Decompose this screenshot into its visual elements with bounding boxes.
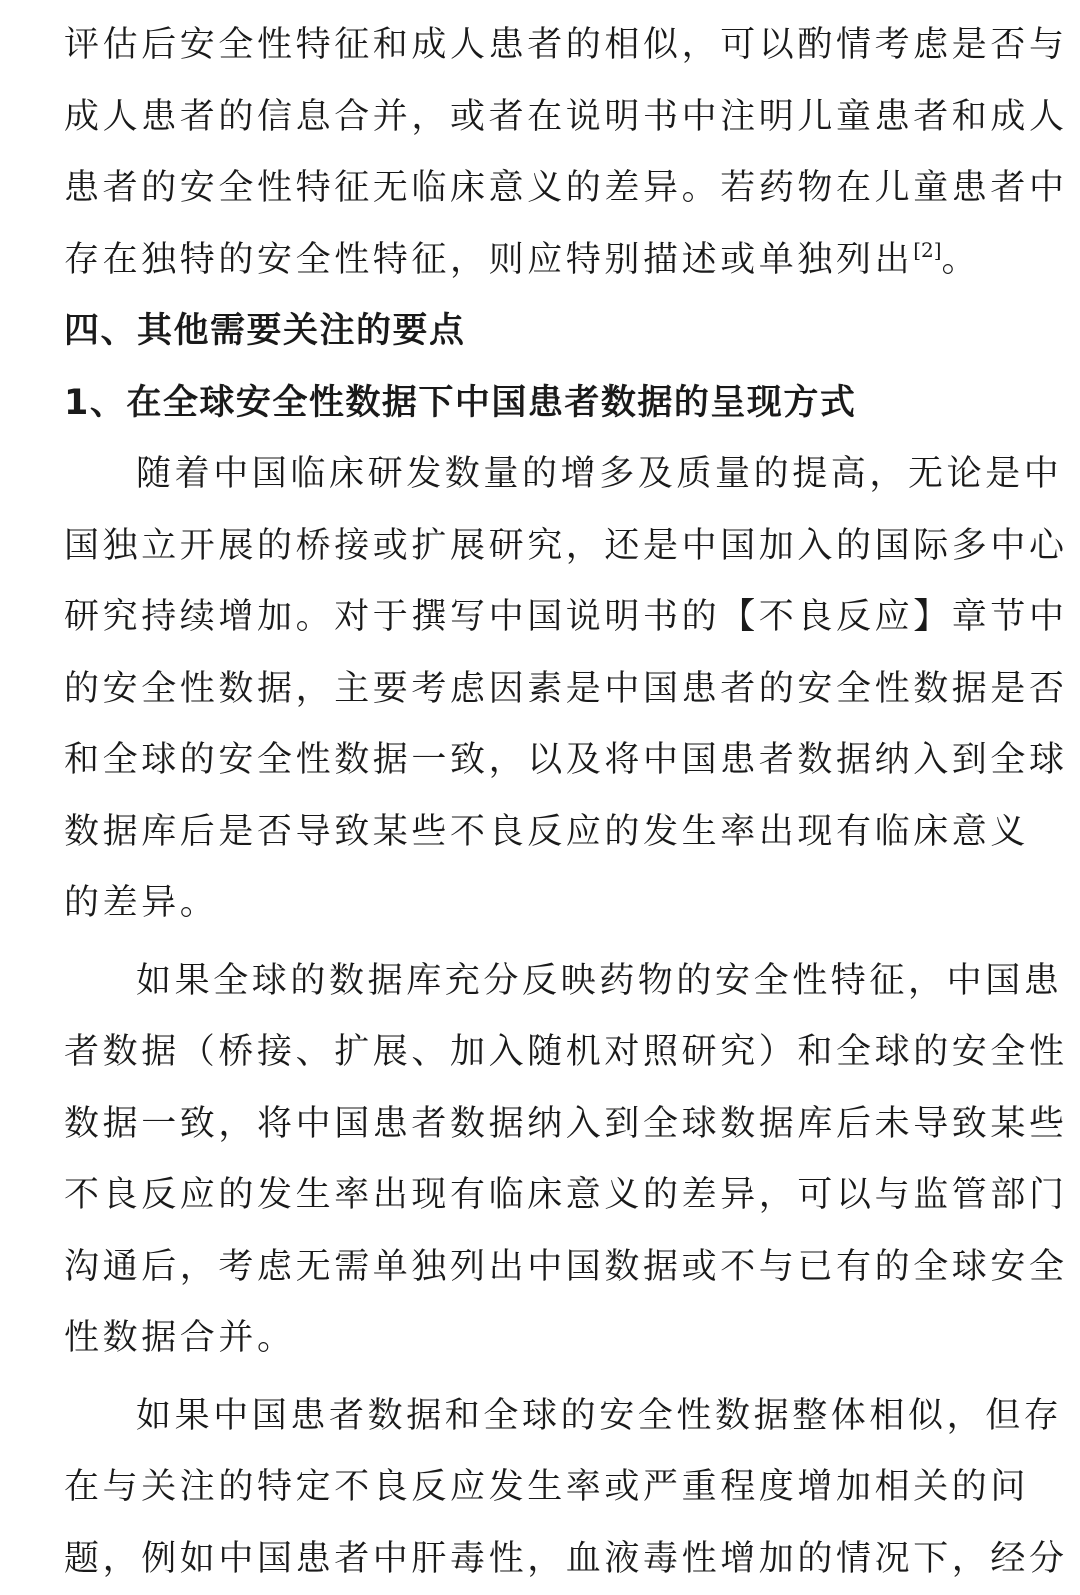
subsection-heading: 1、在全球安全性数据下中国患者数据的呈现方式	[64, 368, 1016, 440]
text-line: 成人患者的信息合并，或者在说明书中注明儿童患者和成人	[64, 82, 1016, 154]
paragraph-3	[64, 1381, 1016, 1595]
text-segment: 存在独特的安全性特征，则应特别描述或单独列出	[64, 240, 913, 280]
text-line: 性数据合并。	[64, 1303, 1016, 1375]
text-line: 国独立开展的桥接或扩展研究，还是中国加入的国际多中心	[64, 511, 1016, 583]
text-line: 在与关注的特定不良反应发生率或严重程度增加相关的问	[64, 1452, 1016, 1524]
document-page	[64, 10, 1016, 1595]
text-line: 题，例如中国患者中肝毒性，血液毒性增加的情况下，经分	[64, 1524, 1016, 1595]
text-line: 评估后安全性特征和成人患者的相似，可以酌情考虑是否与	[64, 10, 1016, 82]
text-line: 的安全性数据，主要考虑因素是中国患者的安全性数据是否	[64, 654, 1016, 726]
text-line: 如果中国患者数据和全球的安全性数据整体相似，但存	[64, 1381, 1016, 1453]
text-line: 患者的安全性特征无临床意义的差异。若药物在儿童患者中	[64, 153, 1016, 225]
section-heading: 四、其他需要关注的要点	[64, 296, 1016, 368]
text-line: 研究持续增加。对于撰写中国说明书的【不良反应】章节中	[64, 582, 1016, 654]
text-line: 者数据（桥接、扩展、加入随机对照研究）和全球的安全性	[64, 1017, 1016, 1089]
text-line: 数据一致，将中国患者数据纳入到全球数据库后未导致某些	[64, 1089, 1016, 1161]
intro-paragraph	[64, 10, 1016, 296]
reference-marker[interactable]: [2]	[913, 238, 941, 262]
text-line: 随着中国临床研发数量的增多及质量的提高，无论是中	[64, 439, 1016, 511]
text-line: 如果全球的数据库充分反映药物的安全性特征，中国患	[64, 946, 1016, 1018]
text-segment: 。	[942, 240, 981, 280]
text-line: 数据库后是否导致某些不良反应的发生率出现有临床意义	[64, 797, 1016, 869]
text-line: 不良反应的发生率出现有临床意义的差异，可以与监管部门	[64, 1160, 1016, 1232]
paragraph-2	[64, 946, 1016, 1375]
paragraph-1	[64, 439, 1016, 940]
text-line	[64, 225, 1016, 297]
text-line: 沟通后，考虑无需单独列出中国数据或不与已有的全球安全	[64, 1232, 1016, 1304]
text-line: 和全球的安全性数据一致，以及将中国患者数据纳入到全球	[64, 725, 1016, 797]
text-line: 的差异。	[64, 868, 1016, 940]
